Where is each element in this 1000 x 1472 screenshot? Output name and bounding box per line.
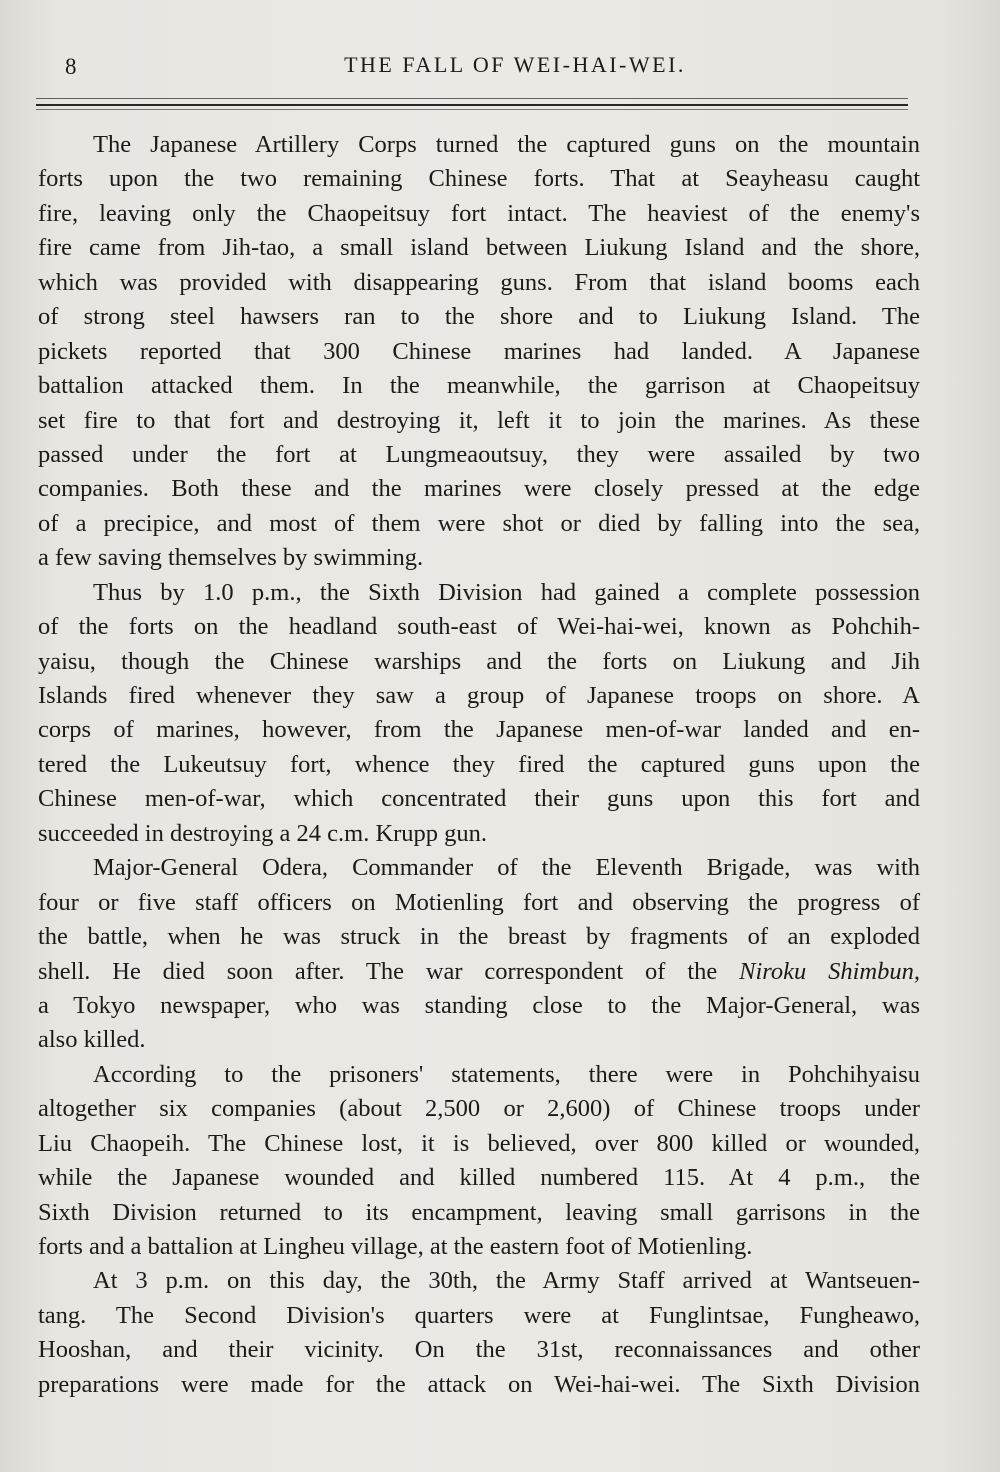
text-line <box>38 1023 920 1057</box>
header-rule-top <box>36 98 908 99</box>
text-line <box>38 886 920 920</box>
text-line <box>38 920 920 954</box>
text-line-content: battalion attacked them. In the meanwhile, the garrison at Chaopeitsuy <box>38 372 920 400</box>
text-line-content: Sixth Division returned to its encampment, leaving small garrisons in the <box>38 1198 920 1226</box>
text-line <box>38 507 920 541</box>
text-line-content: shell. He died soon after. The war correspondent of the <box>38 957 718 985</box>
text-line-content: the battle, when he was struck in the breast by fragments of an exploded <box>38 923 920 951</box>
text-line-content: Major-General Odera, Commander of the Eleventh Brigade, was with <box>93 854 920 882</box>
text-line <box>38 197 920 231</box>
text-line <box>38 1058 920 1092</box>
text-line <box>38 610 920 644</box>
text-line <box>38 1368 920 1402</box>
running-title: THE FALL OF WEI-HAI-WEI. <box>344 52 686 77</box>
text-line <box>38 369 920 403</box>
text-line <box>38 1230 920 1264</box>
text-line <box>38 404 920 438</box>
text-line-content: pickets reported that 300 Chinese marines had landed. A Japanese <box>38 337 920 365</box>
text-line <box>38 128 920 162</box>
text-line-content: a Tokyo newspaper, who was standing close to the Major-General, was <box>38 991 920 1019</box>
text-line-content: At 3 p.m. on this day, the 30th, the Army Staff arrived at Wantseuen- <box>93 1267 920 1295</box>
text-line <box>38 335 920 369</box>
text-line-content: preparations were made for the attack on Wei-hai-wei. The Sixth Division <box>38 1370 920 1398</box>
text-line-content: of a precipice, and most of them were shot or died by falling into the sea, <box>38 509 920 537</box>
text-line <box>38 713 920 747</box>
text-line <box>38 1092 920 1126</box>
text-line-content: The Japanese Artillery Corps turned the captured guns on the mountain <box>93 131 920 158</box>
text-line-content: tered the Lukeutsuy fort, whence they fired the captured guns upon the <box>38 750 920 778</box>
header-rule-bottom <box>36 109 908 110</box>
text-line <box>38 1333 920 1367</box>
text-line <box>38 989 920 1023</box>
page-header <box>40 50 920 84</box>
text-line-content: tang. The Second Division's quarters were at Funglintsae, Fungheawo, <box>38 1301 920 1329</box>
text-line-content: Liu Chaopeih. The Chinese lost, it is believed, over 800 killed or wounded, <box>38 1129 920 1157</box>
text-line <box>38 1196 920 1230</box>
text-line-content: four or five staff officers on Motienling fort and observing the progress of <box>38 888 920 916</box>
text-line <box>38 851 920 885</box>
text-line-content: forts and a battalion at Lingheu village, at the eastern foot of Motienling. <box>38 1233 753 1260</box>
text-line-content: Thus by 1.0 p.m., the Sixth Division had gained a complete possession <box>93 578 920 606</box>
text-line <box>38 748 920 782</box>
text-line <box>38 300 920 334</box>
text-line <box>38 1299 920 1333</box>
text-line-content: a few saving themselves by swimming. <box>38 544 424 572</box>
header-rule-middle <box>36 104 908 106</box>
text-line <box>38 1161 920 1195</box>
text-line-content: set fire to that fort and destroying it, left it to join the marines. As these <box>38 406 920 434</box>
text-line <box>38 955 920 989</box>
text-line-content: Chinese men-of-war, which concentrated their guns upon this fort and <box>38 785 920 813</box>
text-line-content: forts upon the two remaining Chinese forts. That at Seayheasu caught <box>38 165 920 193</box>
text-line <box>38 576 920 610</box>
italic-title: Niroku Shimbun, <box>739 957 921 985</box>
text-line-content: Islands fired whenever they saw a group of Japanese troops on shore. A <box>38 682 920 709</box>
text-line <box>38 782 920 816</box>
text-line <box>38 1127 920 1161</box>
text-line-content: fire came from Jih-tao, a small island between Liukung Island and the shore, <box>38 234 920 262</box>
text-line-content: Hooshan, and their vicinity. On the 31st, reconnaissances and other <box>38 1336 920 1364</box>
text-line-content: According to the prisoners' statements, there were in Pohchihyaisu <box>93 1060 920 1088</box>
text-line-content: of the forts on the headland south-east of Wei-hai-wei, known as Pohchih- <box>38 613 920 641</box>
body-text <box>38 128 920 1402</box>
text-line-content: fire, leaving only the Chaopeitsuy fort intact. The heaviest of the enemy's <box>38 199 920 227</box>
text-line-content: of strong steel hawsers ran to the shore and to Liukung Island. The <box>38 303 920 331</box>
page-number: 8 <box>65 54 78 79</box>
text-line <box>38 266 920 300</box>
text-line <box>38 472 920 506</box>
text-line <box>38 817 920 851</box>
text-line-content: succeeded in destroying a 24 c.m. Krupp gun. <box>38 819 488 847</box>
text-line-content: passed under the fort at Lungmeaoutsuy, they were assailed by two <box>38 440 920 468</box>
text-line-content: while the Japanese wounded and killed numbered 115. At 4 p.m., the <box>38 1164 920 1192</box>
text-line <box>38 645 920 679</box>
text-line-content: altogether six companies (about 2,500 or 2,600) of Chinese troops under <box>38 1095 920 1123</box>
text-line-content: yaisu, though the Chinese warships and the forts on Liukung and Jih <box>38 647 920 675</box>
text-line <box>38 1264 920 1298</box>
text-line <box>38 438 920 472</box>
text-line <box>38 231 920 265</box>
text-line <box>38 679 920 713</box>
text-line-content: corps of marines, however, from the Japanese men-of-war landed and en- <box>38 716 920 744</box>
text-line-content: which was provided with disappearing guns. From that island booms each <box>38 268 920 296</box>
text-line-content: also killed. <box>38 1026 146 1054</box>
text-line-content: companies. Both these and the marines were closely pressed at the edge <box>38 475 920 503</box>
text-line <box>38 541 920 575</box>
text-line <box>38 162 920 196</box>
